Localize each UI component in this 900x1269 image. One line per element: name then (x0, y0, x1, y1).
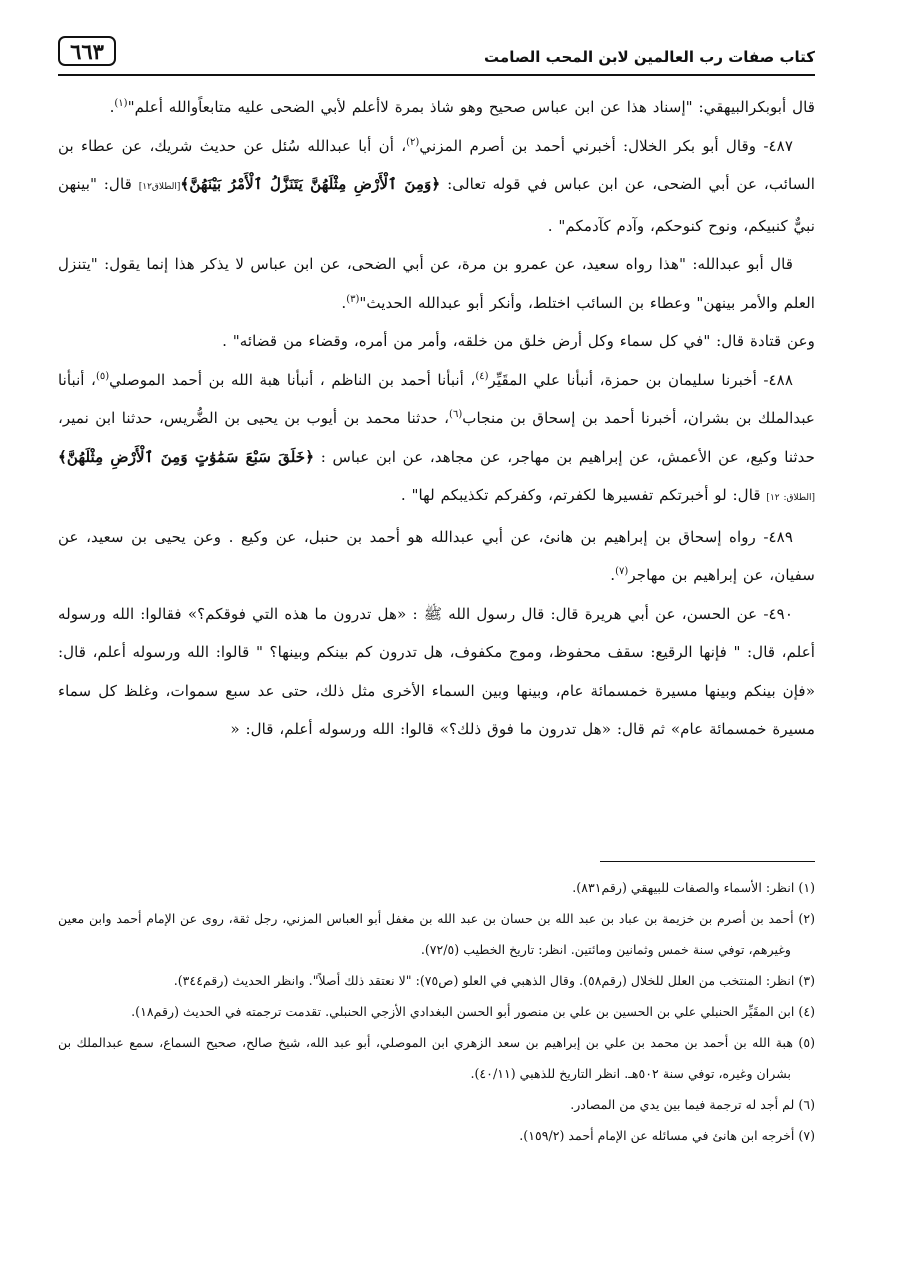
footnote-5: (٥) هبة الله بن أحمد بن محمد بن علي بن إبراهيم بن سعد الزهري ابن الموصلي، أبو عبد الله، شيخ صالح، صحيح السماع، سمع عبدالملك بن بشران وغيره، توفي سنة ٥٠٢هـ. انظر التاريخ للذهبي (٤٠/١١). (58, 1035, 815, 1081)
footnote-ref-1[interactable]: (١) (114, 98, 128, 109)
quran-open-bracket: ﴿ (431, 175, 441, 193)
book-title: كتاب صفات رب العالمين لابن المحب الصامت (484, 48, 815, 66)
footnote-3: (٣) انظر: المنتخب من العلل للخلال (رقم٥٨). وقال الذهبي في العلو (ص٧٥): "لا نعتقد ذلك أصلاً". وانظر الحديث (رقم٣٤٤). (173, 973, 815, 988)
footnote-6: (٦) لم أجد له ترجمة فيما بين يدي من المصادر. (570, 1097, 815, 1112)
footnote-4: (٤) ابن المقَيِّر الحنبلي علي بن الحسين بن علي بن منصور أبو الحسن البغدادي الأزجي الحنبلي. تقدمت ترجمته في الحديث (رقم١٨). (131, 1004, 815, 1019)
surah-reference: [الطلاق: ١٢] (766, 493, 815, 503)
footnote-ref-3[interactable]: (٣) (346, 293, 360, 305)
footnote-ref-5[interactable]: (٥) (95, 370, 110, 382)
footnote-1: (١) انظر: الأسماء والصفات للبيهقي (رقم٨٣١). (572, 880, 815, 895)
quran-close-bracket: ﴾ (180, 175, 190, 193)
footnote-7: (٧) أخرجه ابن هانئ في مسائله عن الإمام أحمد (١٥٩/٢). (519, 1128, 815, 1143)
main-text (58, 88, 815, 749)
paragraph-487: ٤٨٧- وقال أبو بكر الخلال: أخبرني أحمد بن أصرم المزني$^{(٢)}$، أن أبا عبدالله سُئل عن حديث شريك، عن عطاء بن السائب، عن أبي الضحى، عن ابن عباس في قوله تعالى: ﴿وَمِنَ ٱلْأَرْضِ مِثْلَهُنَّ يَتَنَزَّلُ ٱلْأَمْرُ بَيْنَهُنَّ﴾[الطلاق١٢] قال: "بينهن نبيٌّ كنبيكم، ونوح كنوحكم، وآدم كآدمكم" . (58, 136, 815, 235)
quran-verse: وَمِنَ ٱلْأَرْضِ مِثْلَهُنَّ يَتَنَزَّلُ ٱلْأَمْرُ بَيْنَهُنَّ (189, 175, 432, 193)
paragraph-qatada: وعن قتادة قال: "في كل سماء وكل أرض خلق من خلقه، وأمر من أمره، وقضاء من قضائه" . (222, 332, 815, 350)
footnotes (58, 872, 815, 1151)
quran-verse: خَلَقَ سَبْعَ سَمَٰوَٰتٍ وَمِنَ ٱلْأَرْضِ مِثْلَهُنَّ (66, 447, 306, 466)
page-header (58, 36, 815, 76)
footnote-divider (600, 861, 815, 862)
paragraph-490: ٤٩٠- عن الحسن، عن أبي هريرة قال: قال رسول الله ﷺ : «هل تدرون ما هذه التي فوقكم؟» فقالوا: الله ورسوله أعلم، قال: " فإنها الرقيع: سقف محفوظ، وموج مكفوف، هل تدرون كم بينكم وبينها؟ " قالوا: الله ورسوله أعلم، قال: «فإن بينكم وبينها مسيرة خمسمائة عام، وبينها وبين السماء الأخرى مثل ذلك، حتى عد سبع سموات، وغلظ كل سماء مسيرة خمسمائة عام» ثم قال: «هل تدرون ما فوق ذلك؟» قالوا: الله ورسوله أعلم، قال: « (58, 604, 815, 738)
footnote-ref-7[interactable]: (٧) (615, 566, 629, 577)
quran-open-bracket: ﴿ (305, 447, 315, 466)
footnote-ref-2[interactable]: (٢) (406, 136, 420, 148)
paragraph-488: ٤٨٨- أخبرنا سليمان بن حمزة، أنبأنا علي المقَيِّر$^{(٤)}$، أنبأنا أحمد بن الناظم ، أنبأنا هبة الله بن أحمد الموصلي$^{(٥)}$، أنبأنا عبدالملك بن بشران، أخبرنا أحمد بن إسحاق بن منجاب$^{(٦)}$، حدثنا محمد بن أيوب بن يحيى بن الضُّريس، حدثنا ابن نمير، حدثنا وكيع، عن الأعمش، عن إبراهيم بن مهاجر، عن مجاهد، عن ابن عباس : ﴿خَلَقَ سَبْعَ سَمَٰوَٰتٍ وَمِنَ ٱلْأَرْضِ مِثْلَهُنَّ﴾[الطلاق: ١٢] قال: لو أخبرتكم تفسيرها لكفرتم، وكفركم تكذيبكم لها" . (58, 370, 815, 504)
footnote-ref-4[interactable]: (٤) (475, 370, 489, 382)
paragraph-bayhaqi: قال أبوبكرالبيهقي: "إسناد هذا عن ابن عباس صحيح وهو شاذ بمرة لاأعلم لأبي الضحى عليه متابعاًوالله أعلم"$^{(١)}$. (109, 98, 815, 116)
footnote-2: (٢) أحمد بن أصرم بن خزيمة بن عباد بن عبد الله بن حسان بن عبد الله بن مغفل أبو العباس المزني، رجل ثقة، روى عن الإمام أحمد وابن معين وغيرهم، توفي سنة خمس وثمانين ومائتين. انظر: تاريخ الخطيب (٧٢/٥). (58, 911, 815, 957)
quran-close-bracket: ﴾ (58, 447, 67, 466)
paragraph-abu-abdillah: قال أبو عبدالله: "هذا رواه سعيد، عن عمرو بن مرة، عن أبي الضحى، عن ابن عباس لا يذكر هذا إنما يقول: "يتنزل العلم والأمر بينهن" وعطاء بن السائب اختلط، وأنكر أبو عبدالله الحديث"$^{(٣)}$. (58, 255, 815, 312)
surah-reference: [الطلاق١٢] (138, 182, 181, 192)
footnote-ref-6[interactable]: (٦) (449, 409, 463, 420)
paragraph-489: ٤٨٩- رواه إسحاق بن إبراهيم بن هانئ، عن أبي عبدالله هو أحمد بن حنبل، عن وكيع . وعن يحيى بن سعيد، عن سفيان، عن إبراهيم بن مهاجر$^{(٧)}$. (58, 527, 815, 584)
page-number: ٦٦٣ (58, 36, 116, 66)
